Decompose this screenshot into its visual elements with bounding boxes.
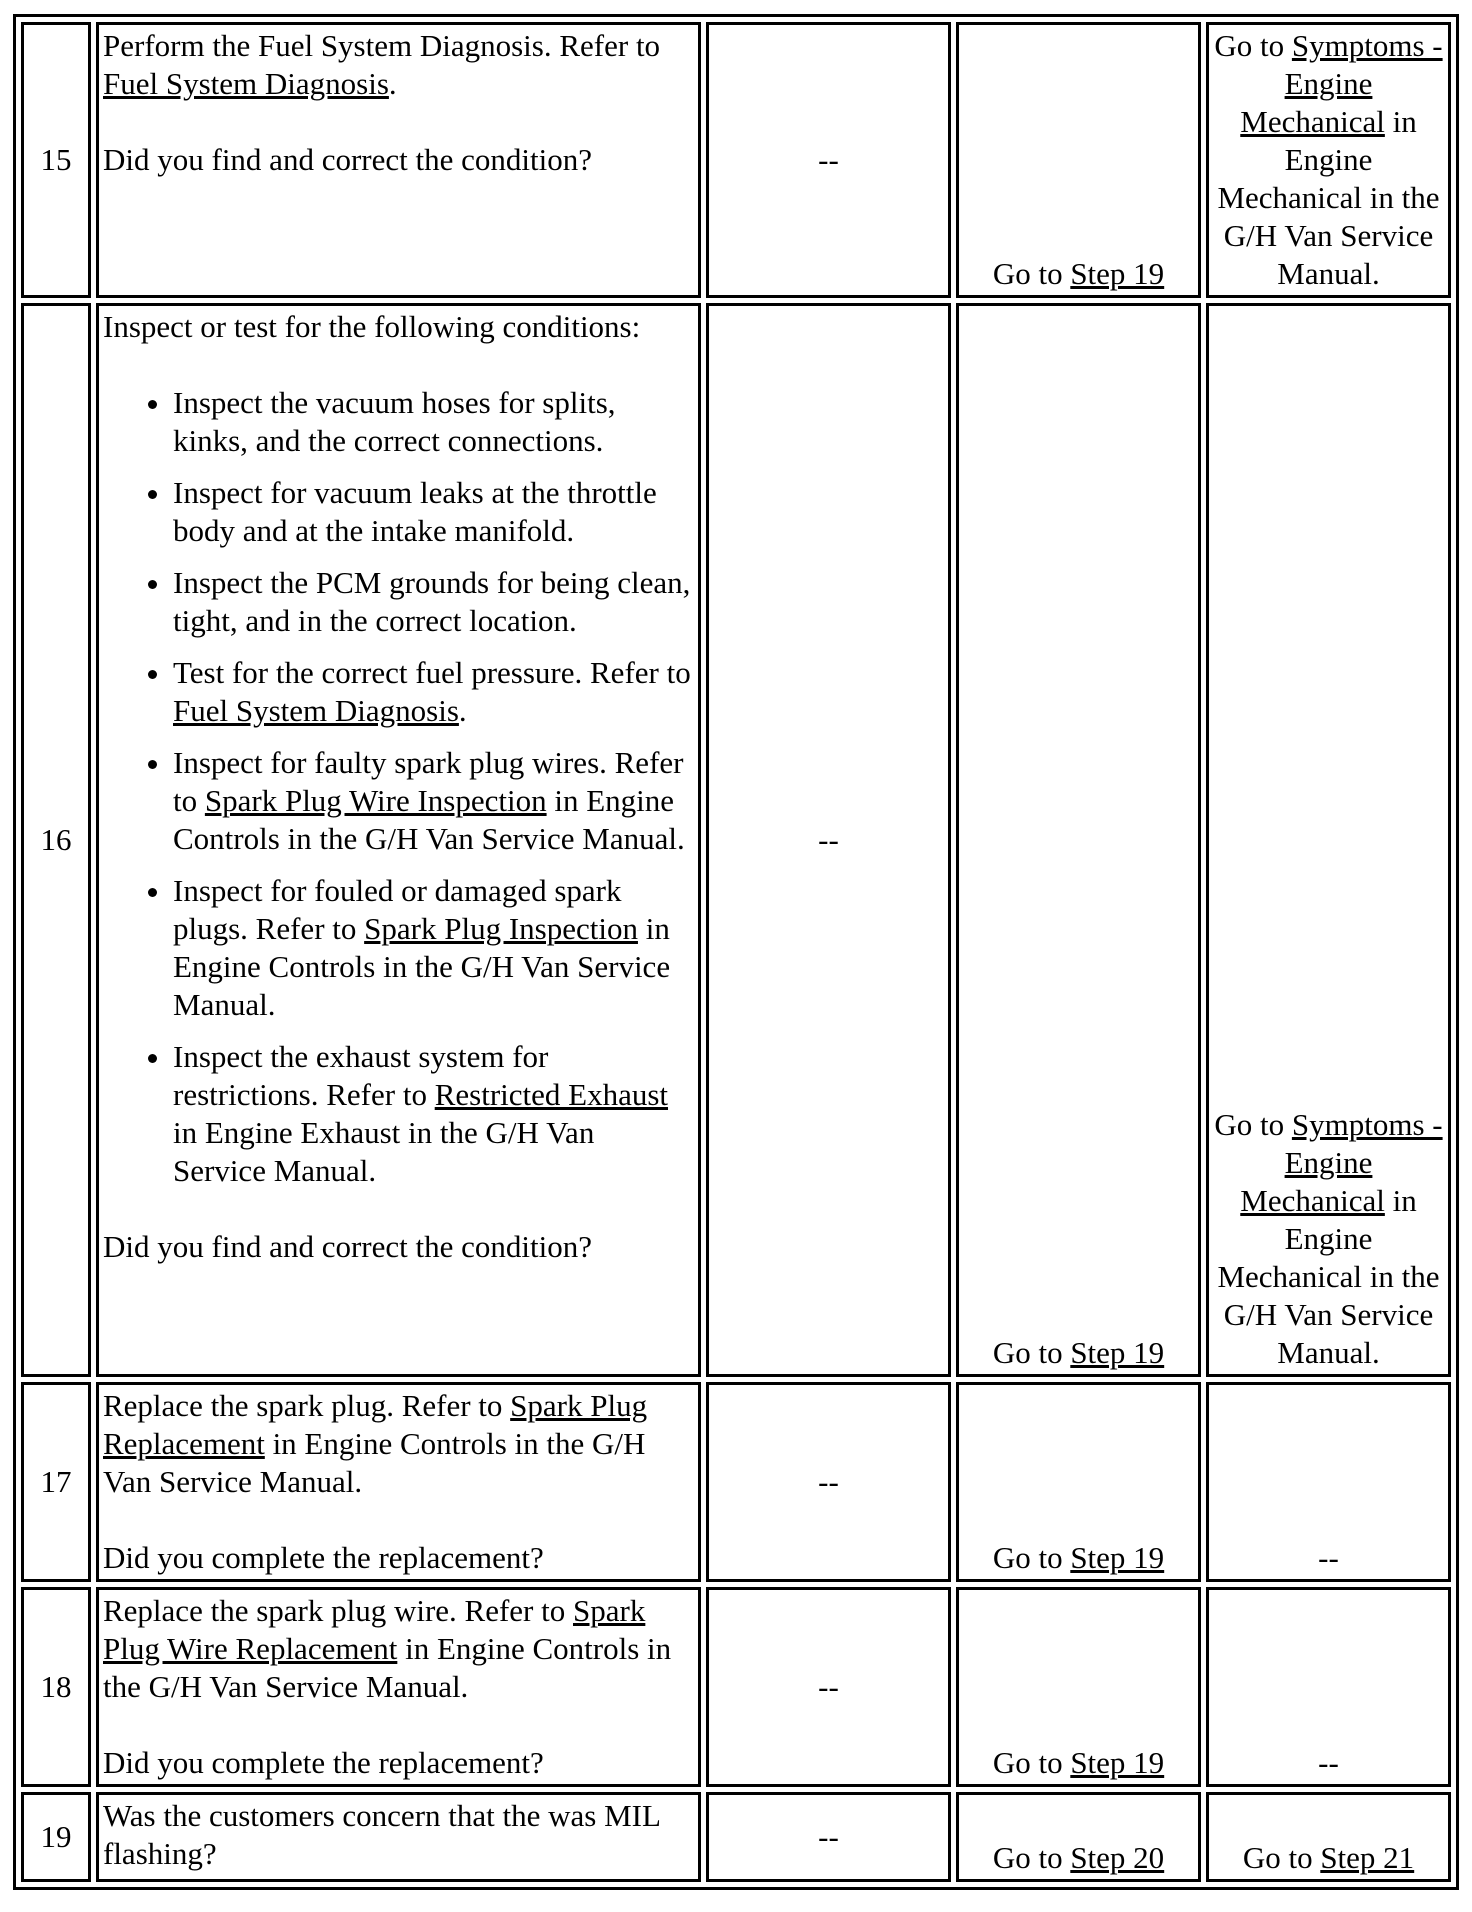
table-row — [21, 303, 1451, 1377]
step-number: 19 — [21, 1792, 91, 1882]
yes-cell: Go to Step 19 — [956, 22, 1201, 298]
action-cell: Replace the spark plug. Refer to Spark Plug Replacement in Engine Controls in the G/H Van Service Manual. Did you complete the replacement? — [96, 1382, 701, 1582]
no-cell: -- — [1206, 1587, 1451, 1787]
question-text: Did you complete the replacement? — [103, 1540, 544, 1575]
step-number: 15 — [21, 22, 91, 298]
yes-cell: Go to Step 19 — [956, 303, 1201, 1377]
list-item: • Test for the correct fuel pressure. Refer to Fuel System Diagnosis. — [173, 654, 694, 730]
step-21-link[interactable]: Step 21 — [1320, 1840, 1415, 1875]
value-cell: -- — [706, 303, 951, 1377]
no-cell: -- — [1206, 1382, 1451, 1582]
symptoms-engine-mechanical-link[interactable]: Symptoms - Engine Mechanical — [1240, 28, 1443, 139]
restricted-exhaust-link[interactable]: Restricted Exhaust — [434, 1077, 669, 1112]
table-row — [21, 1587, 1451, 1787]
fuel-system-diagnosis-link[interactable]: Fuel System Diagnosis — [173, 693, 459, 728]
no-cell: Go to Symptoms - Engine Mechanical in Engine Mechanical in the G/H Van Service Manual. — [1206, 303, 1451, 1377]
table-row — [21, 1382, 1451, 1582]
spark-plug-wire-inspection-link[interactable]: Spark Plug Wire Inspection — [204, 783, 547, 818]
symptoms-engine-mechanical-link[interactable]: Symptoms - Engine Mechanical — [1240, 1107, 1443, 1218]
value-cell: -- — [706, 1382, 951, 1582]
step-19-link[interactable]: Step 19 — [1070, 1540, 1165, 1575]
yes-cell: Go to Step 20 — [956, 1792, 1201, 1882]
action-cell: Replace the spark plug wire. Refer to Spark Plug Wire Replacement in Engine Controls in the G/H Van Service Manual. Did you complete the replacement? — [96, 1587, 701, 1787]
diagnostic-table — [13, 14, 1459, 1890]
list-item: • Inspect for faulty spark plug wires. Refer to Spark Plug Wire Inspection in Engine Controls in the G/H Van Service Manual. — [173, 744, 694, 858]
value-cell: -- — [706, 22, 951, 298]
step-number: 17 — [21, 1382, 91, 1582]
question-text: Did you find and correct the condition? — [103, 142, 592, 177]
spark-plug-inspection-link[interactable]: Spark Plug Inspection — [364, 911, 638, 946]
list-item: • Inspect the vacuum hoses for splits, kinks, and the correct connections. — [173, 384, 694, 460]
value-cell: -- — [706, 1792, 951, 1882]
step-number: 18 — [21, 1587, 91, 1787]
action-intro: Inspect or test for the following conditions: — [103, 309, 641, 344]
step-19-link[interactable]: Step 19 — [1070, 1745, 1165, 1780]
spark-plug-replacement-link[interactable]: Spark Plug Replacement — [103, 1388, 648, 1461]
action-cell — [96, 303, 701, 1377]
list-item: • Inspect for fouled or damaged spark plugs. Refer to Spark Plug Inspection in Engine Controls in the G/H Van Service Manual. — [173, 872, 694, 1024]
no-cell: Go to Symptoms - Engine Mechanical in Engine Mechanical in the G/H Van Service Manual. — [1206, 22, 1451, 298]
step-number: 16 — [21, 303, 91, 1377]
fuel-system-diagnosis-link[interactable]: Fuel System Diagnosis — [103, 66, 389, 101]
table-row — [21, 1792, 1451, 1882]
yes-cell: Go to Step 19 — [956, 1382, 1201, 1582]
list-item: • Inspect for vacuum leaks at the throttle body and at the intake manifold. — [173, 474, 694, 550]
step-20-link[interactable]: Step 20 — [1070, 1840, 1165, 1875]
yes-cell: Go to Step 19 — [956, 1587, 1201, 1787]
list-item: • Inspect the PCM grounds for being clean, tight, and in the correct location. — [173, 564, 694, 640]
action-cell: Perform the Fuel System Diagnosis. Refer to Fuel System Diagnosis. Did you find and correct the condition? — [96, 22, 701, 298]
question-text: Did you find and correct the condition? — [103, 1229, 592, 1264]
question-text: Did you complete the replacement? — [103, 1745, 544, 1780]
step-19-link[interactable]: Step 19 — [1070, 256, 1165, 291]
step-19-link[interactable]: Step 19 — [1070, 1335, 1165, 1370]
list-item: • Inspect the exhaust system for restrictions. Refer to Restricted Exhaust in Engine Exhaust in the G/H Van Service Manual. — [173, 1038, 694, 1190]
value-cell: -- — [706, 1587, 951, 1787]
action-cell: Was the customers concern that the was MIL flashing? — [96, 1792, 701, 1882]
no-cell: Go to Step 21 — [1206, 1792, 1451, 1882]
action-text: Perform the Fuel System Diagnosis. Refer to — [103, 28, 661, 63]
table-row — [21, 22, 1451, 298]
condition-list — [103, 384, 694, 1190]
spark-plug-wire-replacement-link[interactable]: Spark Plug Wire Replacement — [103, 1593, 646, 1666]
